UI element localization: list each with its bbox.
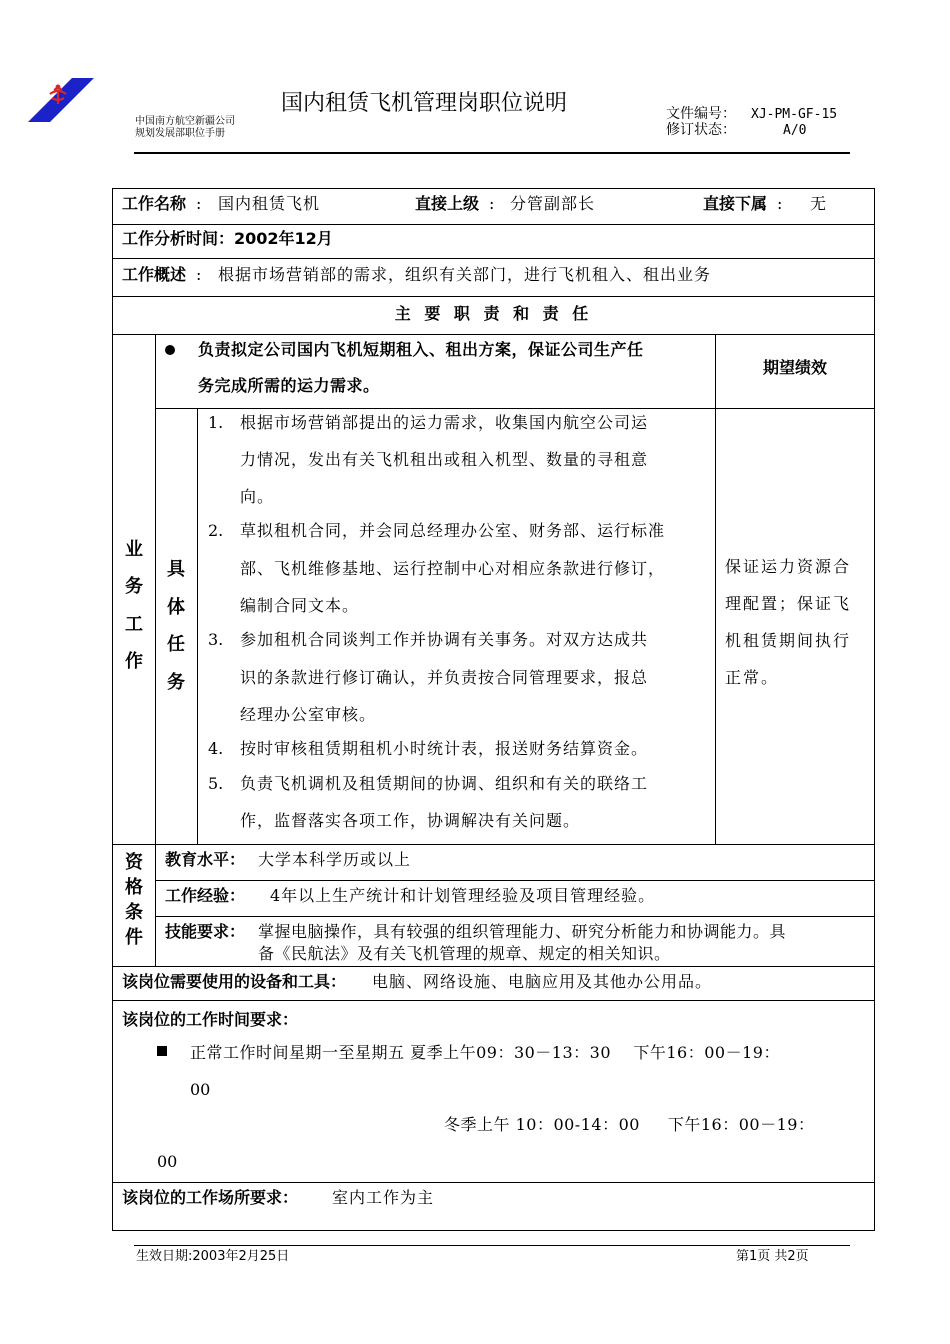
equipment-value: 电脑、网络设施、电脑应用及其他办公用品。	[372, 972, 713, 991]
task-label-char: 具	[167, 559, 185, 580]
task-label-char: 体	[167, 597, 185, 618]
table-border-right	[874, 188, 875, 1231]
work-time-line: 正常工作时间星期一至星期五 夏季上午09：30－13：30 下午16：00－19：	[190, 1043, 780, 1062]
workplace-value: 室内工作为主	[332, 1188, 435, 1207]
analysis-time: 工作分析时间：2002年12月	[122, 229, 333, 248]
qualification-label-char: 条	[125, 902, 143, 923]
main-duty-line: 务完成所需的运力需求。	[198, 376, 380, 395]
revision-status: A/0	[783, 123, 807, 138]
task-line: 作，监督落实各项工作，协调解决有关问题。	[240, 811, 581, 830]
education-value: 大学本科学历或以上	[258, 850, 412, 869]
job-name-label: 工作名称	[122, 194, 187, 213]
task-line: 参加租机合同谈判工作并协调有关事务。对双方达成共	[240, 630, 649, 649]
kpi-line: 保证运力资源合	[725, 557, 852, 576]
task-number: 5.	[208, 774, 224, 793]
task-label-char: 任	[167, 634, 185, 655]
business-label-char: 务	[125, 576, 143, 597]
equipment-label: 该岗位需要使用的设备和工具：	[122, 972, 347, 991]
company-name: 中国南方航空新疆公司	[135, 116, 235, 127]
task-number: 2.	[208, 521, 224, 540]
task-line: 经理办公室审核。	[240, 705, 377, 724]
footer-divider	[134, 1245, 850, 1246]
company-logo	[28, 76, 98, 124]
task-number: 3.	[208, 630, 224, 649]
task-line: 草拟租机合同，并会同总经理办公室、财务部、运行标准	[240, 521, 666, 540]
task-line: 力情况，发出有关飞机租出或租入机型、数量的寻租意	[240, 450, 649, 469]
subordinate-label: 直接下属	[703, 194, 768, 213]
task-line: 部、飞机维修基地、运行控制中心对相应条款进行修订，	[240, 559, 666, 578]
task-line: 负责飞机调机及租赁期间的协调、组织和有关的联络工	[240, 774, 649, 793]
task-line: 识的条款进行修订确认，并负责按合同管理要求，报总	[240, 668, 649, 687]
revision-label: 修订状态：	[666, 122, 736, 138]
work-time-label: 该岗位的工作时间要求：	[122, 1010, 299, 1029]
workplace-label: 该岗位的工作场所要求：	[122, 1188, 299, 1207]
square-bullet-icon	[157, 1046, 167, 1056]
kpi-header: 期望绩效	[762, 358, 827, 377]
table-border-bottom	[112, 1230, 875, 1231]
work-time-line: 冬季上午 10：00-14：00 下午16：00－19：	[444, 1115, 815, 1134]
experience-value: 4年以上生产统计和计划管理经验及项目管理经验。	[270, 886, 656, 905]
task-line: 编制合同文本。	[240, 596, 360, 615]
task-number: 4.	[208, 739, 224, 758]
superior-label: 直接上级	[415, 194, 480, 213]
business-label-char: 业	[125, 539, 143, 560]
duties-section-title: 主 要 职 责 和 责 任	[394, 304, 593, 323]
doc-number-label: 文件编号：	[666, 106, 736, 122]
summary-label: 工作概述	[122, 265, 187, 284]
qualification-label-char: 件	[125, 927, 143, 948]
doc-number: XJ-PM-GF-15	[751, 107, 838, 122]
subordinate: 无	[810, 194, 827, 213]
task-line: 根据市场营销部提出的运力需求，收集国内航空公司运	[240, 413, 649, 432]
work-time-line: 00	[157, 1152, 178, 1171]
skills-label: 技能要求：	[165, 922, 246, 941]
business-label-char: 作	[125, 651, 143, 672]
skills-value: 掌握电脑操作，具有较强的组织管理能力、研究分析能力和协调能力。具	[258, 922, 787, 941]
kpi-line: 机租赁期间执行	[725, 631, 852, 650]
task-label-char: 务	[167, 672, 185, 693]
main-duty-line: 负责拟定公司国内飞机短期租入、租出方案，保证公司生产任	[198, 340, 644, 359]
job-name: 国内租赁飞机	[218, 194, 321, 213]
effective-date: 生效日期:2003年2月25日	[136, 1249, 290, 1264]
bullet-icon	[165, 345, 175, 355]
task-line: 按时审核租赁期租机小时统计表，报送财务结算资金。	[240, 739, 649, 758]
kpi-line: 理配置；保证飞	[725, 594, 852, 613]
business-label-char: 工	[125, 614, 143, 635]
manual-name: 规划发展部职位手册	[135, 128, 225, 139]
qualification-label-char: 资	[125, 852, 143, 873]
work-time-line: 00	[190, 1080, 211, 1099]
task-line: 向。	[240, 487, 275, 506]
experience-label: 工作经验：	[165, 886, 246, 905]
education-label: 教育水平：	[165, 850, 246, 869]
summary-text: 根据市场营销部的需求，组织有关部门，进行飞机租入、租出业务	[218, 265, 712, 284]
qualification-label-char: 格	[125, 877, 143, 898]
kpi-line: 正常。	[725, 668, 780, 687]
superior: 分管副部长	[510, 194, 596, 213]
table-border-top	[112, 188, 875, 189]
page-number: 第1页 共2页	[736, 1249, 809, 1264]
page-title: 国内租赁飞机管理岗职位说明	[281, 91, 568, 116]
task-number: 1.	[208, 413, 224, 432]
table-border-left	[112, 188, 113, 1231]
skills-value: 备《民航法》及有关飞机管理的规章、规定的相关知识。	[258, 944, 671, 963]
header-divider	[134, 152, 850, 154]
